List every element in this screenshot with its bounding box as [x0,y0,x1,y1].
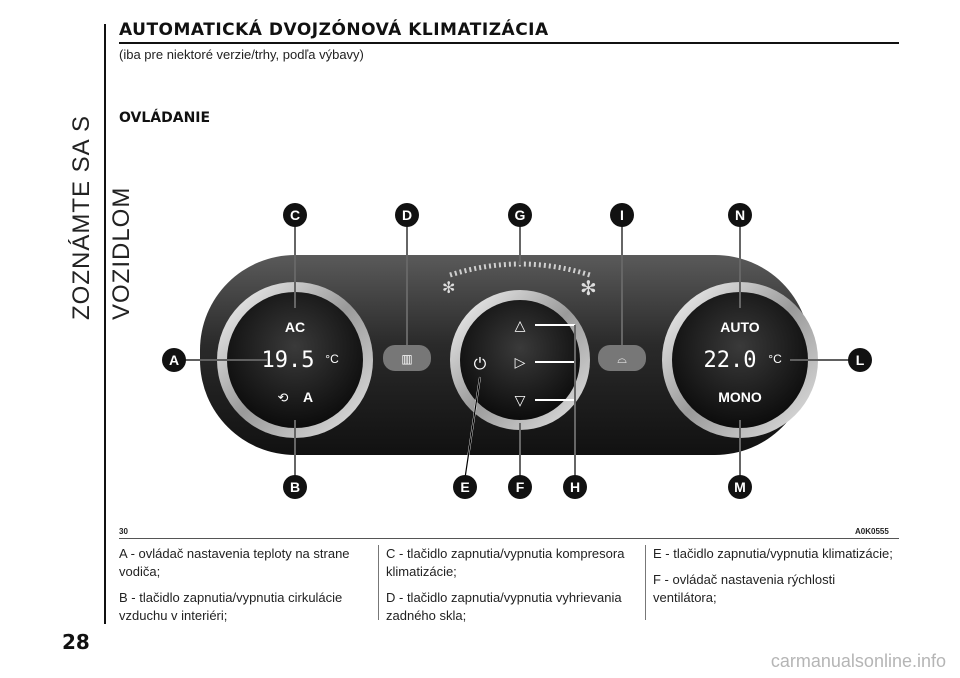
right-temp-display: 22.0 [703,348,757,373]
svg-text:C: C [289,207,301,223]
rear-defrost-icon: ▥ [401,352,413,366]
svg-text:I: I [620,207,624,223]
mode-down-icon: ▽ [514,393,526,409]
legend-column-2 [386,545,631,633]
ac-label: AC [284,319,306,335]
svg-text:A: A [168,352,180,368]
legend-item-f: F - ovládač nastavenia rýchlosti ventilátora; [653,572,836,605]
legend-item-b: B - tlačidlo zapnutia/vypnutia cirkulácie vzduchu v interiéri; [119,590,343,623]
svg-text:G: G [514,207,526,223]
legend-item-e: E - tlačidlo zapnutia/vypnutia klimatizácie; [653,546,893,561]
page-number: 28 [62,630,90,654]
mono-label: MONO [718,389,762,405]
legend-item-c: C - tlačidlo zapnutia/vypnutia kompresora klimatizácie; [386,546,625,579]
column-divider [378,545,379,620]
legend-item-a: A - ovládač nastavenia teploty na strane vodiča; [119,546,350,579]
page-title: AUTOMATICKÁ DVOJZÓNOVÁ KLIMATIZÁCIA [119,20,549,40]
side-rule [104,24,106,624]
figure-code: A0K0555 [855,527,889,536]
svg-text:F: F [515,479,525,495]
left-temp-display: 19.5 [261,348,315,373]
mode-up-icon: △ [514,318,526,334]
side-tab-label: ZOZNÁMTE SA S VOZIDLOM [68,114,135,320]
title-rule [119,42,899,44]
mode-mid-icon: ▷ [514,355,526,371]
svg-text:M: M [734,479,746,495]
auto-label: AUTO [720,319,760,335]
column-divider [645,545,646,620]
svg-text:L: L [855,352,865,368]
legend-column-3 [653,545,898,615]
section-heading: OVLÁDANIE [119,110,211,126]
right-temp-unit: °C [768,352,782,366]
front-defrost-icon: ⌓ [617,352,627,366]
fan-low-icon: ✻ [442,278,456,297]
figure-page-ref: 30 [119,527,128,536]
recirc-label: A [302,389,314,405]
legend-column-1 [119,545,364,633]
page-subtitle: (iba pre niektoré verzie/trhy, podľa výbavy) [119,47,364,62]
legend-item-d: D - tlačidlo zapnutia/vypnutia vyhrievania zadného skla; [386,590,622,623]
svg-text:N: N [734,207,746,223]
power-icon: ⏻ [473,354,487,373]
climate-control-figure [150,195,890,505]
watermark: carmanualsonline.info [770,651,946,671]
left-temp-unit: °C [325,352,339,366]
svg-text:D: D [401,207,413,223]
fan-high-icon: ✻ [580,276,597,300]
caption-rule [119,538,899,539]
recirc-icon: ⟲ [277,391,289,406]
svg-text:B: B [289,479,301,495]
svg-text:H: H [569,479,581,495]
svg-text:E: E [460,479,470,495]
